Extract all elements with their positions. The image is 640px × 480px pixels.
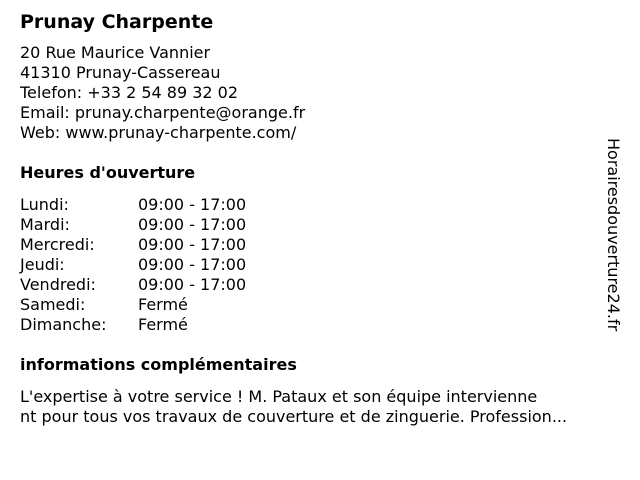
time-value: 09:00 - 17:00 (138, 275, 247, 294)
hours-row-monday (20, 195, 620, 215)
day-label: Lundi: (20, 195, 69, 214)
hours-row-thursday (20, 255, 620, 275)
hours-row-friday (20, 275, 620, 295)
info-line: nt pour tous vos travaux de couverture et de zinguerie. Profession... (20, 407, 568, 426)
website: Web: www.prunay-charpente.com/ (20, 123, 297, 142)
info-line: L'expertise à votre service ! M. Pataux et son équipe intervienne (20, 387, 538, 406)
email-address: Email: prunay.charpente@orange.fr (20, 103, 306, 122)
address-city: 41310 Prunay-Cassereau (20, 63, 221, 82)
address-street: 20 Rue Maurice Vannier (20, 43, 211, 62)
hours-row-saturday (20, 295, 620, 315)
phone-number: Telefon: +33 2 54 89 32 02 (20, 83, 239, 102)
hours-row-wednesday (20, 235, 620, 255)
site-watermark: Horairesdouverture24.fr (604, 138, 623, 332)
business-name: Prunay Charpente (20, 11, 214, 33)
day-label: Mercredi: (20, 235, 95, 254)
business-card (20, 10, 620, 427)
hours-heading: Heures d'ouverture (20, 163, 196, 182)
time-value: Fermé (138, 315, 188, 334)
time-value: 09:00 - 17:00 (138, 255, 247, 274)
day-label: Dimanche: (20, 315, 107, 334)
day-label: Jeudi: (20, 255, 65, 274)
hours-row-sunday (20, 315, 620, 335)
time-value: Fermé (138, 295, 188, 314)
day-label: Samedi: (20, 295, 86, 314)
contact-block (20, 43, 620, 143)
hours-row-tuesday (20, 215, 620, 235)
hours-table (20, 195, 620, 335)
day-label: Mardi: (20, 215, 70, 234)
time-value: 09:00 - 17:00 (138, 235, 247, 254)
info-description (20, 387, 620, 427)
time-value: 09:00 - 17:00 (138, 215, 247, 234)
info-heading: informations complémentaires (20, 355, 297, 374)
day-label: Vendredi: (20, 275, 96, 294)
time-value: 09:00 - 17:00 (138, 195, 247, 214)
